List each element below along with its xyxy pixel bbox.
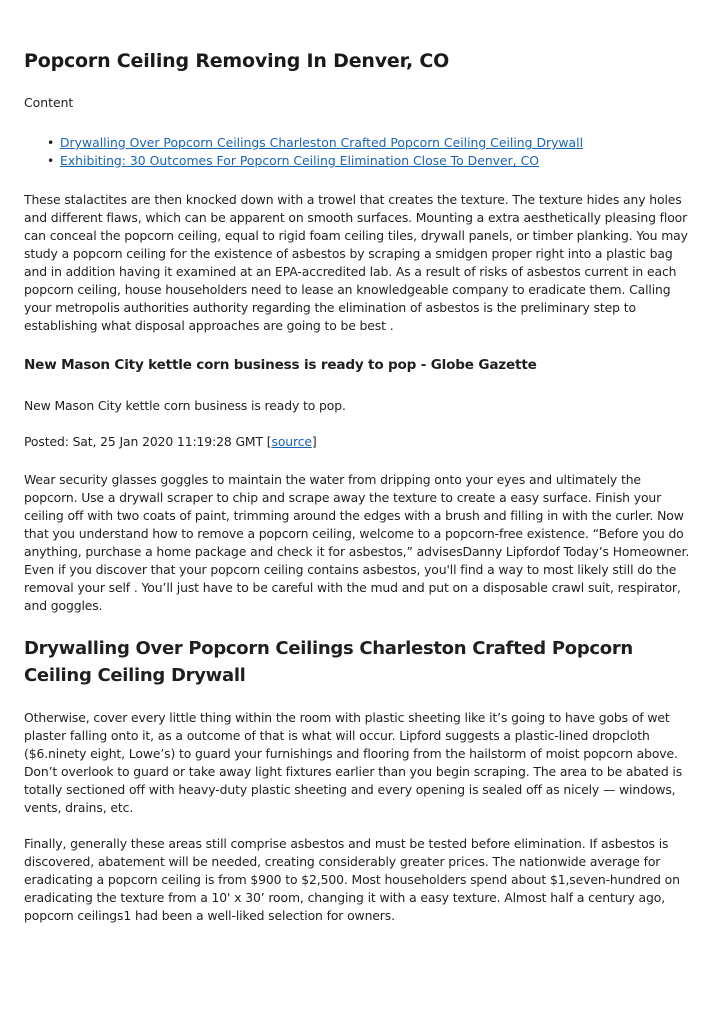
content-label: Content: [24, 95, 74, 110]
body-paragraph: Finally, generally these areas still comprise asbestos and must be tested before elimination. If asbestos is discovered, abatement will be needed, creating considerably greater prices. The nationwide average for eradicating a popcorn ceiling is from $900 to $2,500. Most householders spend about $1,seven-hundred on eradicating the texture from a 10' x 30’ room, changing it with a easy texture. Almost half a century ago, popcorn ceilings1 had been a well-liked selection for owners.: [24, 836, 680, 923]
posted-prefix: Posted: Sat, 25 Jan 2020 11:19:28 GMT [: [24, 434, 272, 449]
news-heading: New Mason City kettle corn business is ready to pop - Globe Gazette: [24, 357, 537, 373]
intro-paragraph: These stalactites are then knocked down with a trowel that creates the texture. The texture hides any holes and different flaws, which can be apparent on smooth surfaces. Mounting a extra aesthetically pleasing floor can conceal the popcorn ceiling, equal to rigid foam ceiling tiles, drywall panels, or timber planking. You may study a popcorn ceiling for the existence of asbestos by scraping a smidgen proper right into a plastic bag and in addition having it examined at an EPA-accredited lab. As a result of risks of asbestos current in each popcorn ceiling, house householders need to lease an knowledgeable company to eradicate them. Calling your metropolis authorities authority regarding the elimination of asbestos is the preliminary step to establishing what disposal approaches are going to be best .: [24, 192, 688, 333]
posted-suffix: ]: [311, 434, 317, 449]
toc-item: [47, 152, 696, 170]
toc-link-exhibiting[interactable]: Exhibiting: 30 Outcomes For Popcorn Ceiling Elimination Close To Denver, CO: [60, 153, 540, 168]
news-summary: New Mason City kettle corn business is ready to pop.: [24, 398, 346, 413]
posted-line: [24, 433, 696, 451]
section-heading: Drywalling Over Popcorn Ceilings Charleston Crafted Popcorn Ceiling Ceiling Drywall: [24, 638, 633, 686]
source-link[interactable]: source: [271, 434, 312, 449]
table-of-contents: [24, 134, 696, 170]
page-title: Popcorn Ceiling Removing In Denver, CO: [24, 50, 450, 72]
bullet-icon: •: [47, 153, 55, 168]
body-paragraph: Wear security glasses goggles to maintain the water from dripping onto your eyes and ultimately the popcorn. Use a drywall scraper to chip and scrape away the texture to create a easy surface. Finish your ceiling off with two coats of paint, trimming around the edges with a brush and filling in with the curler. Now that you understand how to remove a popcorn ceiling, welcome to a popcorn-free existence. “Before you do anything, purchase a home package and check it for asbestos,” advisesDanny Lipfordof Today’s Homeowner. Even if you discover that your popcorn ceiling contains asbestos, you'll find a way to most likely still do the removal your self . You’ll just have to be careful with the mud and put on a disposable crawl suit, respirator, and goggles.: [24, 472, 690, 613]
bullet-icon: •: [47, 135, 55, 150]
body-paragraph: Otherwise, cover every little thing within the room with plastic sheeting like it’s going to have gobs of wet plaster falling onto it, as a outcome of that is what will occur. Lipford suggests a plastic-lined dropcloth ($6.ninety eight, Lowe’s) to guard your furnishings and flooring from the hailstorm of moist popcorn above. Don’t overlook to guard or take away light fixtures earlier than you begin scraping. The area to be abated is totally sectioned off with heavy-duty plastic sheeting and every opening is sealed off as nicely — windows, vents, drains, etc.: [24, 710, 683, 815]
toc-link-drywalling[interactable]: Drywalling Over Popcorn Ceilings Charleston Crafted Popcorn Ceiling Ceiling Drywall: [60, 135, 584, 150]
toc-item: [47, 134, 696, 152]
